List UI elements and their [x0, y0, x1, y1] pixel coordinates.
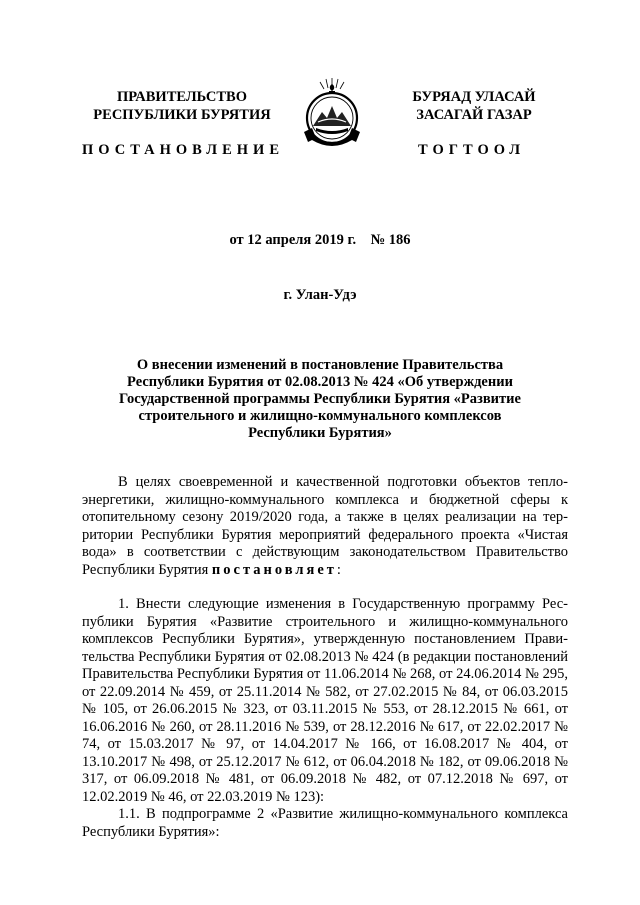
- header-right-line-2: ЗАСАГАЙ ГАЗАР: [416, 107, 532, 123]
- date-and-number: от 12 апреля 2019 г. № 186: [229, 232, 411, 248]
- paragraph-item-1-1: 1.1. В подпрограмме 2 «Развитие жилищно-коммунального комплекса Республики Бурятия»:: [82, 806, 568, 840]
- header-right: [390, 88, 558, 124]
- coat-of-arms-icon: [296, 76, 368, 148]
- preamble-colon: :: [336, 561, 341, 578]
- paragraph-item-1: 1. Внести следующие изменения в Государственную программу Республики Бурятия «Развитие строительного и жилищно-коммунального комплексов Республики Бурятия», утвержденную постановлением Правительства Республики Бурятия от 02.08.2013 № 424 (в редакции постановлений Правительства Республики Бурятия от 11.06.2014 № 268, от 24.06.2014 № 295, от 22.09.2014 № 459, от 25.11.2014 № 582, от 27.02.2015 № 84, от 06.03.2015 № 105, от 26.06.2015 № 323, от 03.11.2015 № 553, от 28.12.2015 № 661, от 16.06.2016 № 260, от 28.11.2016 № 539, от 28.12.2016 № 617, от 22.02.2017 № 74, от 15.03.2017 № 97, от 14.04.2017 № 166, от 16.08.2017 № 404, от 13.10.2017 № 498, от 25.12.2017 № 612, от 06.04.2018 № 182, от 09.06.2018 № 317, от 06.09.2018 № 481, от 06.09.2018 № 482, от 07.12.2018 № 697, от 12.02.2019 № 46, от 22.03.2019 № 123):: [82, 596, 568, 805]
- header-left: [82, 88, 282, 124]
- paragraph-preamble: [82, 474, 568, 579]
- document-body: [82, 474, 568, 841]
- document-title: О внесении изменений в постановление Правительства Республики Бурятия от 02.08.2013 № 424 «Об утверждении Государственной программы Республики Бурятия «Развитие строительного и жилищно-коммунального комплексов Республики Бурятия»: [119, 357, 521, 441]
- doc-type-russian: ПОСТАНОВЛЕНИЕ: [82, 142, 285, 158]
- header-right-line-1: БУРЯАД УЛАСАЙ: [412, 89, 536, 105]
- preamble-text: В целях своевременной и качественной подготовки объектов теплоэнергетики, жилищно-коммунального комплекса и бюджетной сферы к отопительному сезону 2019/2020 года, а также в целях реализации на территории Республики Бурятия мероприятий федерального проекта «Чистая вода» в соответствии с действующим законодательством Правительство Республики Бурятия: [82, 474, 568, 578]
- preamble-resolves: постановляет: [211, 561, 337, 578]
- doc-type-buryat: ТОГТООЛ: [418, 142, 526, 158]
- header-left-line-1: ПРАВИТЕЛЬСТВО: [117, 89, 247, 105]
- header-left-line-2: РЕСПУБЛИКИ БУРЯТИЯ: [93, 107, 271, 123]
- city: г. Улан-Удэ: [283, 287, 357, 303]
